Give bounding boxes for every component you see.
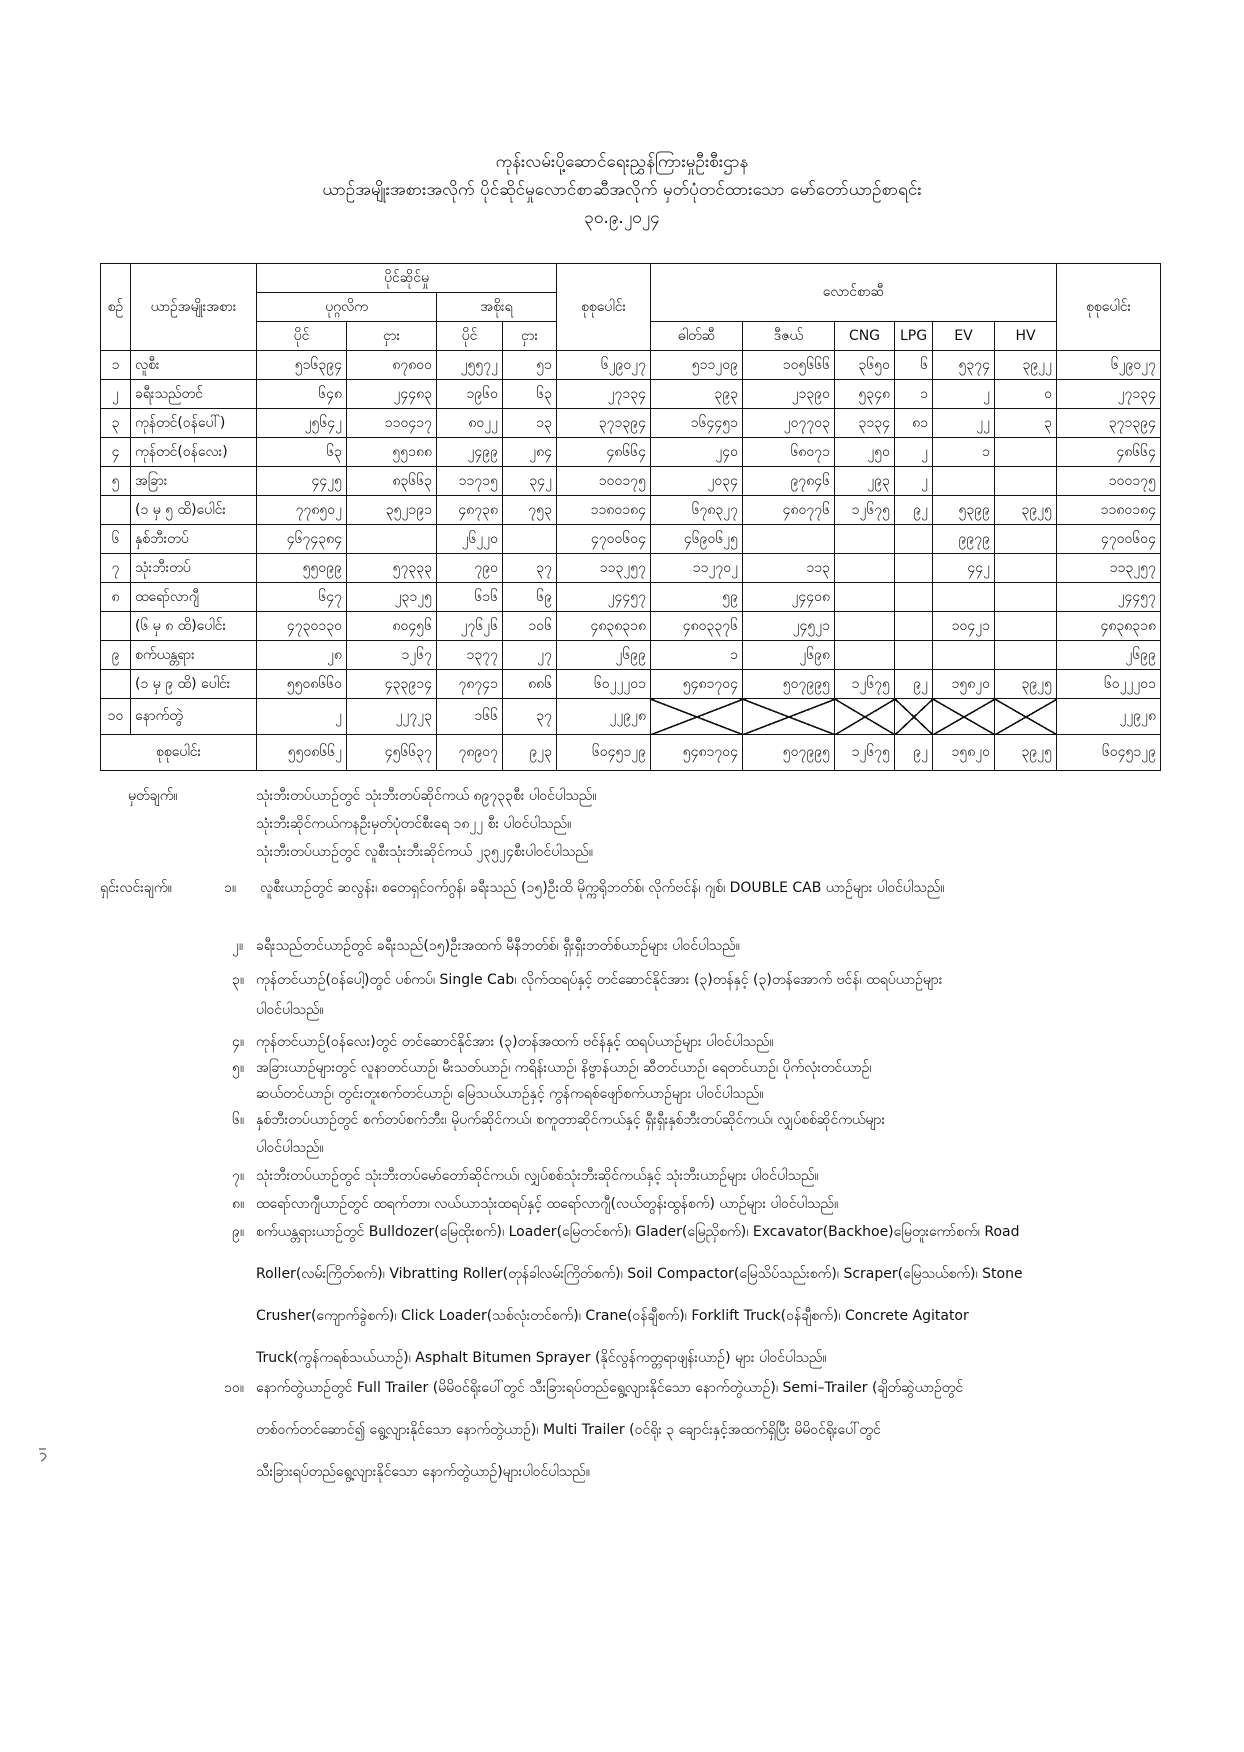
cell-value: ၆၃ [503, 380, 557, 409]
explanation-item-line: Roller(လမ်းကြိတ်စက်)၊ Vibratting Roller(တုန်ခါလမ်းကြိတ်စက်)၊ Soil Compactor(မြေသိပ်သည်းစက်)၊ Scraper(မြေသယ်စက်)၊ Stone [256, 1266, 1023, 1282]
cell-serial: ၁၀ [101, 699, 131, 735]
cell-value: ၅၁၆၃၉၄ [257, 351, 347, 380]
cell-serial: ၃ [101, 409, 131, 438]
cell-value: ၂၄၀ [651, 438, 743, 467]
table-row [101, 525, 1161, 554]
cell-value: ၁၁၈၀၁၈၄ [557, 496, 651, 525]
cell-value: ၂၄၉၉ [437, 438, 503, 467]
cell-value: ၂၄၄၀၈ [743, 583, 835, 612]
cell-value: ၆၂၉၀၂၇ [1057, 351, 1161, 380]
table-row [101, 641, 1161, 670]
cell-vehicle-type: ကုန်တင်(ဝန်ပေါ်) [131, 409, 257, 438]
cell-value [995, 554, 1057, 583]
cell-value: ၁၀၀၁၇၅ [1057, 467, 1161, 496]
grand-total-value: ၁၅၈၂၀ [933, 735, 995, 771]
cell-value [743, 525, 835, 554]
explanation-item-number: ၈။ [232, 1196, 245, 1212]
cell-value: ၄၈၃၈၃၁၈ [1057, 612, 1161, 641]
explanation-item-line: သုံးဘီးတပ်ယာဉ်တွင် သုံးဘီးတပ်မော်တော်ဆိုင်ကယ်၊ လျှပ်စစ်သုံးဘီးဆိုင်ကယ်နှင့် သုံးဘီးယာဉ်များ ပါဝင်ပါသည်။ [256, 1168, 819, 1184]
margin-mark [36, 1446, 50, 1464]
cell-crossed-out [933, 699, 995, 735]
cell-value: ၁၁၇၁၅ [437, 467, 503, 496]
cell-value: ၄၈၀၇၇၆ [743, 496, 835, 525]
cell-value: ၄၆၉၀၆၂၅ [651, 525, 743, 554]
cell-value: ၁၂၆၇၅ [835, 496, 895, 525]
cell-value: ၇၅၃ [503, 496, 557, 525]
explanation-item-number: ၁၀။ [224, 1380, 244, 1396]
cell-value: ၁၆၄၄၅၁ [651, 409, 743, 438]
cell-value [933, 641, 995, 670]
cell-serial: ၂ [101, 380, 131, 409]
cell-value: ၁ [933, 438, 995, 467]
cell-value [995, 467, 1057, 496]
grand-total-value: ၆၀၄၅၁၂၉ [557, 735, 651, 771]
cell-value: ၁ [895, 380, 933, 409]
cell-value: ၉၇၈၄၆ [743, 467, 835, 496]
header-private: ပုဂ္ဂလိက [257, 293, 437, 322]
cell-value: ၁၂၆၇၅ [835, 670, 895, 699]
explanation-item-number: ၂။ [232, 938, 244, 954]
header-private-own: ပိုင် [257, 322, 347, 351]
grand-total-value: ၇၈၉၀၇ [437, 735, 503, 771]
cell-value: ၆၀၂၂၂၀၁ [557, 670, 651, 699]
grand-total-value: ၅၀၇၉၉၅ [743, 735, 835, 771]
cell-value: ၂၁၃၉၀ [743, 380, 835, 409]
vehicle-statistics-table [100, 263, 1161, 771]
cell-value [347, 525, 437, 554]
header-serial: စဉ် [101, 264, 131, 351]
cell-value: ၄၇၀၀၆၀၄ [1057, 525, 1161, 554]
cell-value: ၁၁၀၄၁၇ [347, 409, 437, 438]
cell-value: ၂၀၃၄ [651, 467, 743, 496]
cell-value: ၆ [895, 351, 933, 380]
grand-total-value: ၄၅၆၆၃၇ [347, 735, 437, 771]
cell-value: ၃၆၅၀ [835, 351, 895, 380]
explanation-item-line: ကုန်တင်ယာဉ်(ဝန်လေး)တွင် တင်ဆောင်နိုင်အား (၃)တန်အထက် ဗင်န်နှင့် ထရပ်ယာဉ်များ ပါဝင်ပါသည်။ [256, 1034, 774, 1050]
cell-value: ၁၁၃ [743, 554, 835, 583]
header-ownership: ပိုင်ဆိုင်မှု [257, 264, 557, 293]
header-private-rent: ငှား [347, 322, 437, 351]
cell-value: ၄၄၂ [933, 554, 995, 583]
table-row [101, 496, 1161, 525]
cell-value [995, 525, 1057, 554]
table-row [101, 351, 1161, 380]
cell-value: ၈၀၄၅၆ [347, 612, 437, 641]
cell-value: ၅၉ [651, 583, 743, 612]
cell-value: ၂၃၁၂၅ [347, 583, 437, 612]
cell-value: ၂၇၁၃၄ [1057, 380, 1161, 409]
cell-value: ၄၈၇၃၈ [437, 496, 503, 525]
cell-value: ၂၄၄၈၃ [347, 380, 437, 409]
grand-total-value: ၅၄၈၁၇၀၄ [651, 735, 743, 771]
cell-value: ၂၄၄၅၇ [557, 583, 651, 612]
explanation-item-line: Crusher(ကျောက်ခွဲစက်)၊ Click Loader(သစ်လုံးတင်စက်)၊ Crane(ဝန်ချီစက်)၊ Forklift Truck(ဝန်ချီစက်)၊ Concrete Agitator [256, 1308, 969, 1324]
cell-value: ၄၄၂၅ [257, 467, 347, 496]
cell-value: ၆၂၉၀၂၇ [557, 351, 651, 380]
table-row [101, 583, 1161, 612]
explanation-item-line: အခြားယာဉ်များတွင် လူနာတင်ယာဉ်၊ မီးသတ်ယာဉ်၊ ကရိန်းယာဉ်၊ နိဗ္ဗာန်ယာဉ်၊ ဆီတင်ယာဉ်၊ ရေတင်ယာဉ်၊ ပိုက်လုံးတင်ယာဉ်၊ [256, 1060, 872, 1076]
cell-value: ၃၇ [503, 554, 557, 583]
cell-value: ၂၄၅၂၁ [743, 612, 835, 641]
explanation-item-number: ၅။ [232, 1060, 245, 1076]
explanation-item-number: ၁။ [224, 880, 237, 896]
grand-total-value: ၆၀၄၅၁၂၉ [1057, 735, 1161, 771]
cell-value: ၅၃၇၄ [933, 351, 995, 380]
cell-value [835, 554, 895, 583]
cell-serial: ၈ [101, 583, 131, 612]
header-petrol: ဓါတ်ဆီ [651, 322, 743, 351]
cell-value [835, 612, 895, 641]
cell-value [835, 525, 895, 554]
cell-value: ၃၇၁၃၉၄ [557, 409, 651, 438]
explanation-item-line: ထရော်လာဂျီယာဉ်တွင် ထရက်တာ၊ လယ်ယာသုံးထရပ်နှင့် ထရော်လာဂျီ(လယ်တွန်းထွန်စက်) ယာဉ်များ ပါဝင်ပါသည်။ [256, 1196, 839, 1212]
explanation-item-line: ခရီးသည်တင်ယာဉ်တွင် ခရီးသည်(၁၅)ဦးအထက် မီနီဘတ်စ်၊ ရှီးရှီးဘတ်စ်ယာဉ်များ ပါဝင်ပါသည်။ [256, 938, 740, 954]
cell-value [835, 583, 895, 612]
cell-value: ၁၉၆၀ [437, 380, 503, 409]
cell-value: ၆၇၈၃၂၇ [651, 496, 743, 525]
cell-value: ၃၉၂၅ [995, 496, 1057, 525]
explanation-item-line: ပါဝင်ပါသည်။ [256, 1140, 324, 1156]
cell-value: ၅၁၁၂၀၉ [651, 351, 743, 380]
cell-value [895, 612, 933, 641]
cell-vehicle-type: ထရော်လာဂျီ [131, 583, 257, 612]
cell-value: ၂ [257, 699, 347, 735]
cell-value [503, 525, 557, 554]
cell-value [995, 438, 1057, 467]
cell-value: ၂၅၀ [835, 438, 895, 467]
remark-line: သုံးဘီးတပ်ယာဉ်တွင် သုံးဘီးတပ်ဆိုင်ကယ် ၈၉၇၃၃စီး ပါဝင်ပါသည်။ [256, 788, 597, 804]
remarks-label: မှတ်ချက်။ [128, 788, 178, 804]
cell-value: ၆၉ [503, 583, 557, 612]
cell-value: ၂၇၁၃၄ [557, 380, 651, 409]
cell-vehicle-type: စက်ယန္တရား [131, 641, 257, 670]
cell-value: ၈၁ [895, 409, 933, 438]
header-government-rent: ငှား [503, 322, 557, 351]
cell-value: ၂ [895, 467, 933, 496]
cell-value: ၆၃ [257, 438, 347, 467]
cell-value: ၃၉၂၅ [995, 670, 1057, 699]
cell-serial: ၆ [101, 525, 131, 554]
header-total: စုစုပေါင်း [557, 264, 651, 351]
cell-value: ၂၇၆၂၆ [437, 612, 503, 641]
header-ev: EV [933, 322, 995, 351]
cell-value: ၅၃၄၈ [835, 380, 895, 409]
cell-value: ၅၄၈၁၇၀၄ [651, 670, 743, 699]
explanation-item-line: Truck(ကွန်ကရစ်သယ်ယာဉ်)၊ Asphalt Bitumen Sprayer (နိုင်လွန်ကတ္တရာဖျန်းယာဉ်) များ ပါဝင်ပါသည်။ [256, 1350, 827, 1366]
cell-value [995, 641, 1057, 670]
cell-value: ၁၅၈၂၀ [933, 670, 995, 699]
cell-serial: ၅ [101, 467, 131, 496]
cell-value: ၄၆၇၄၃၈၄ [257, 525, 347, 554]
cell-value: ၃၉၂၂ [995, 351, 1057, 380]
cell-value: ၅၅၀၈၆၆၀ [257, 670, 347, 699]
cell-vehicle-type: အခြား [131, 467, 257, 496]
cell-crossed-out [651, 699, 743, 735]
cell-value [835, 641, 895, 670]
cell-value: ၁၀၆ [503, 612, 557, 641]
cell-value [895, 583, 933, 612]
cell-value: ၉၂ [895, 670, 933, 699]
cell-crossed-out [895, 699, 933, 735]
header-government: အစိုးရ [437, 293, 557, 322]
cell-value: ၆၁၆ [437, 583, 503, 612]
cell-value: ၄၃၃၉၁၄ [347, 670, 437, 699]
cell-value: ၁၁၈၀၁၈၄ [1057, 496, 1161, 525]
cell-value: ၂၆၉၈ [743, 641, 835, 670]
explanation-item-number: ၇။ [232, 1168, 245, 1184]
cell-value: ၂၅၆၄၂ [257, 409, 347, 438]
cell-value [933, 583, 995, 612]
cell-value: ၉၉၇၉ [933, 525, 995, 554]
explanation-item-line: စက်ယန္တရားယာဉ်တွင် Bulldozer(မြေထိုးစက်)၊ Loader(မြေတင်စက်)၊ Glader(မြေညှိစက်)၊ Excavator(Backhoe)မြေတူးကော်စက်၊ Road [256, 1224, 1020, 1240]
cell-value: ၈၈၆ [503, 670, 557, 699]
cell-vehicle-type: (၆ မှ ၈ ထိ)ပေါင်း [131, 612, 257, 641]
cell-value: ၅၃၉၉ [933, 496, 995, 525]
explanation-label: ရှင်းလင်းချက်။ [100, 880, 172, 896]
cell-vehicle-type: (၁ မှ ၅ ထိ)ပေါင်း [131, 496, 257, 525]
cell-value: ၂၂ [933, 409, 995, 438]
cell-value: ၁၃ [503, 409, 557, 438]
table-row [101, 699, 1161, 735]
cell-value: ၂၂၉၂၈ [1057, 699, 1161, 735]
cell-serial: ၄ [101, 438, 131, 467]
grand-total-value: ၅၅၀၈၆၆၂ [257, 735, 347, 771]
cell-value: ၇၈၇၄၁ [437, 670, 503, 699]
cell-value: ၅၀၇၉၉၅ [743, 670, 835, 699]
cell-value: ၁၀၅၆၆၆ [743, 351, 835, 380]
cell-serial [101, 496, 131, 525]
cell-value: ၄၇၃၀၁၃၀ [257, 612, 347, 641]
cell-serial: ၁ [101, 351, 131, 380]
table-row [101, 380, 1161, 409]
cell-value: ၆၄၈ [257, 380, 347, 409]
table-body [101, 351, 1161, 771]
table-row [101, 554, 1161, 583]
cell-value: ၅၅၀၉၉ [257, 554, 347, 583]
header-vehicle-type: ယာဉ်အမျိုးအစား [131, 264, 257, 351]
cell-value: ၂ [933, 380, 995, 409]
explanation-item-number: ၃။ [232, 972, 245, 988]
cell-value: ၉၂ [895, 496, 933, 525]
cell-value [895, 554, 933, 583]
table-row [101, 670, 1161, 699]
header-government-own: ပိုင် [437, 322, 503, 351]
cell-value: ၄၈၆၆၄ [557, 438, 651, 467]
cell-value: ၂၀၇၇၀၃ [743, 409, 835, 438]
cell-value: ၁၂၆၇ [347, 641, 437, 670]
cell-value: ၆၄၇ [257, 583, 347, 612]
cell-value: ၁၁၃၂၅၇ [1057, 554, 1161, 583]
grand-total-label: စုစုပေါင်း [101, 735, 257, 771]
cell-value: ၄၈၆၆၄ [1057, 438, 1161, 467]
explanation-item-number: ၄။ [232, 1034, 245, 1050]
cell-vehicle-type: နှစ်ဘီးတပ် [131, 525, 257, 554]
cell-value: ၂၅၅၇၂ [437, 351, 503, 380]
cell-value: ၆၈၀၇၁ [743, 438, 835, 467]
table-row [101, 612, 1161, 641]
explanation-item-line: သီးခြားရပ်တည်ရွေ့လျားနိုင်သော နောက်တွဲယာဉ်)များပါဝင်ပါသည်။ [256, 1464, 590, 1480]
document-header [0, 148, 1244, 232]
cell-vehicle-type: သုံးဘီးတပ် [131, 554, 257, 583]
cell-serial: ၉ [101, 641, 131, 670]
remark-line: သုံးဘီးဆိုင်ကယ်ကနဦးမှတ်ပုံတင်စီးရေ ၁၈၂၂ စီး ပါဝင်ပါသည်။ [256, 816, 572, 832]
cell-serial [101, 670, 131, 699]
cell-value: ၂၄၄၅၇ [1057, 583, 1161, 612]
header-total-2: စုစုပေါင်း [1057, 264, 1161, 351]
cell-value: ၂၂၉၂၈ [557, 699, 651, 735]
explanation-item-line: လူစီးယာဉ်တွင် ဆလွန်း၊ စတေရှင်ဝက်ဂွန်၊ ခရီးသည် (၁၅)ဦးထိ မိုက္ကရိုဘတ်စ်၊ လိုက်ဗင်န်၊ ဂျစ်၊ DOUBLE CAB ယာဉ်များ ပါဝင်ပါသည်။ [260, 880, 945, 896]
cell-value: ၄၈၀၃၃၇၆ [651, 612, 743, 641]
cell-value [933, 467, 995, 496]
cell-value: ၁၁၃၂၅၇ [557, 554, 651, 583]
header-fuel: လောင်စာဆီ [651, 264, 1057, 322]
explanation-item-line: နောက်တွဲယာဉ်တွင် Full Trailer (မိမိဝင်ရိုးပေါ်တွင် သီးခြားရပ်တည်ရွေ့လျားနိုင်သော နောက်တွဲယာဉ်)၊ Semi–Trailer (ချိတ်ဆွဲယာဉ်တွင် [256, 1380, 964, 1396]
explanation-item-line: တစ်ဝက်တင်ဆောင်၍ ရွေ့လျားနိုင်သော နောက်တွဲယာဉ်)၊ Multi Trailer (ဝင်ရိုး ၃ ချောင်းနှင့်အထက်ရှိပြီး မိမိဝင်ရိုးပေါ်တွင် [256, 1422, 881, 1438]
header-line-1: ကုန်းလမ်းပို့ဆောင်ရေးညွှန်ကြားမှုဦးစီးဌာန [495, 152, 749, 172]
cell-value: ၂၇ [503, 641, 557, 670]
cell-value: ၁၀၀၁၇၅ [557, 467, 651, 496]
cell-value: ၃ [995, 409, 1057, 438]
table-row [101, 409, 1161, 438]
cell-value: ၄၈၃၈၃၁၈ [557, 612, 651, 641]
header-line-2: ယာဉ်အမျိုးအစားအလိုက် ပိုင်ဆိုင်မှုလောင်စာဆီအလိုက် မှတ်ပုံတင်ထားသော မော်တော်ယာဉ်စာရင်း [322, 180, 922, 200]
remark-line: သုံးဘီးတပ်ယာဉ်တွင် လူစီးသုံးဘီးဆိုင်ကယ် ၂၃၅၂၄စီးပါဝင်ပါသည်။ [256, 844, 593, 860]
cell-value: ၅၇၃၃၃ [347, 554, 437, 583]
explanation-item-number: ၆။ [232, 1112, 245, 1128]
cell-serial: ၇ [101, 554, 131, 583]
explanation-item-line: ဆယ်တင်ယာဉ်၊ တွင်းတူးစက်တင်ယာဉ်၊ မြေသယ်ယာဉ်နှင့် ကွန်ကရစ်ဖျော်စက်ယာဉ်များ ပါဝင်ပါသည်။ [256, 1086, 764, 1102]
cell-value: ၅၅၁၈၈ [347, 438, 437, 467]
cell-value [995, 583, 1057, 612]
cell-value: ၃၇ [503, 699, 557, 735]
cell-value: ၈၃၆၆၃ [347, 467, 437, 496]
cell-value: ၃၇၁၃၉၄ [1057, 409, 1161, 438]
cell-value: ၇၇၈၅၀၂ [257, 496, 347, 525]
cell-vehicle-type: နောက်တွဲ [131, 699, 257, 735]
cell-value: ၂၈၄ [503, 438, 557, 467]
cell-value: ၄၇၀၀၆၀၄ [557, 525, 651, 554]
grand-total-row [101, 735, 1161, 771]
header-lpg: LPG [895, 322, 933, 351]
cell-value: ၃၉၃ [651, 380, 743, 409]
table-row [101, 467, 1161, 496]
cell-value: ၂၆၂၂၀ [437, 525, 503, 554]
cell-serial [101, 612, 131, 641]
cell-value: ၈၀၂၂ [437, 409, 503, 438]
cell-crossed-out [835, 699, 895, 735]
cell-value: ၂၆၉၉ [1057, 641, 1161, 670]
cell-value: ၁၁၂၇၀၂ [651, 554, 743, 583]
cell-value: ၁၀၄၂၁ [933, 612, 995, 641]
cell-value: ၂၆၉၉ [557, 641, 651, 670]
cell-value [895, 525, 933, 554]
explanation-item-line: နှစ်ဘီးတပ်ယာဉ်တွင် စက်တပ်စက်ဘီး၊ မိုပက်ဆိုင်ကယ်၊ စကူတာဆိုင်ကယ်နှင့် ရှီးရှီးနှစ်ဘီးတပ်ဆိုင်ကယ်၊ လျှပ်စစ်ဆိုင်ကယ်များ [256, 1112, 886, 1128]
cell-value: ၁ [651, 641, 743, 670]
cell-value: ၂ [895, 438, 933, 467]
cell-value: ၂၂၇၂၃ [347, 699, 437, 735]
cell-value: ၂၉၃ [835, 467, 895, 496]
cell-vehicle-type: ကုန်တင်(ဝန်လေး) [131, 438, 257, 467]
header-cng: CNG [835, 322, 895, 351]
cell-vehicle-type: လူစီး [131, 351, 257, 380]
cell-value: ၃၁၃၄ [835, 409, 895, 438]
cell-value: ၇၉၀ [437, 554, 503, 583]
cell-crossed-out [743, 699, 835, 735]
cell-value: ၀ [995, 380, 1057, 409]
cell-value: ၅၁ [503, 351, 557, 380]
cell-value: ၁၆၆ [437, 699, 503, 735]
cell-value: ၆၀၂၂၂၀၁ [1057, 670, 1161, 699]
grand-total-value: ၉၂ [895, 735, 933, 771]
cell-value: ၃၅၂၁၉၁ [347, 496, 437, 525]
table-row [101, 438, 1161, 467]
cell-value [895, 641, 933, 670]
cell-value: ၁၃၇၇ [437, 641, 503, 670]
cell-value: ၈၇၈၀၀ [347, 351, 437, 380]
cell-vehicle-type: ခရီးသည်တင် [131, 380, 257, 409]
cell-value [995, 612, 1057, 641]
cell-value: ၂၈ [257, 641, 347, 670]
header-hv: HV [995, 322, 1057, 351]
explanation-item-line: ကုန်တင်ယာဉ်(ဝန်ပေါ့)တွင် ပစ်ကပ်၊ Single Cab၊ လိုက်ထရပ်နှင့် တင်ဆောင်နိုင်အား (၃)တန်နှင့် (၃)တန်အောက် ဗင်န်၊ ထရပ်ယာဉ်များ [256, 972, 943, 988]
explanation-item-number: ၉။ [232, 1224, 245, 1240]
grand-total-value: ၉၂၃ [503, 735, 557, 771]
cell-value: ၃၄၂ [503, 467, 557, 496]
header-date: ၃၀.၉.၂၀၂၄ [584, 208, 660, 228]
explanation-item-line: ပါဝင်ပါသည်။ [256, 1002, 324, 1018]
cell-vehicle-type: (၁ မှ ၉ ထိ) ပေါင်း [131, 670, 257, 699]
header-diesel: ဒီဇယ် [743, 322, 835, 351]
cell-crossed-out [995, 699, 1057, 735]
grand-total-value: ၃၉၂၅ [995, 735, 1057, 771]
grand-total-value: ၁၂၆၇၅ [835, 735, 895, 771]
